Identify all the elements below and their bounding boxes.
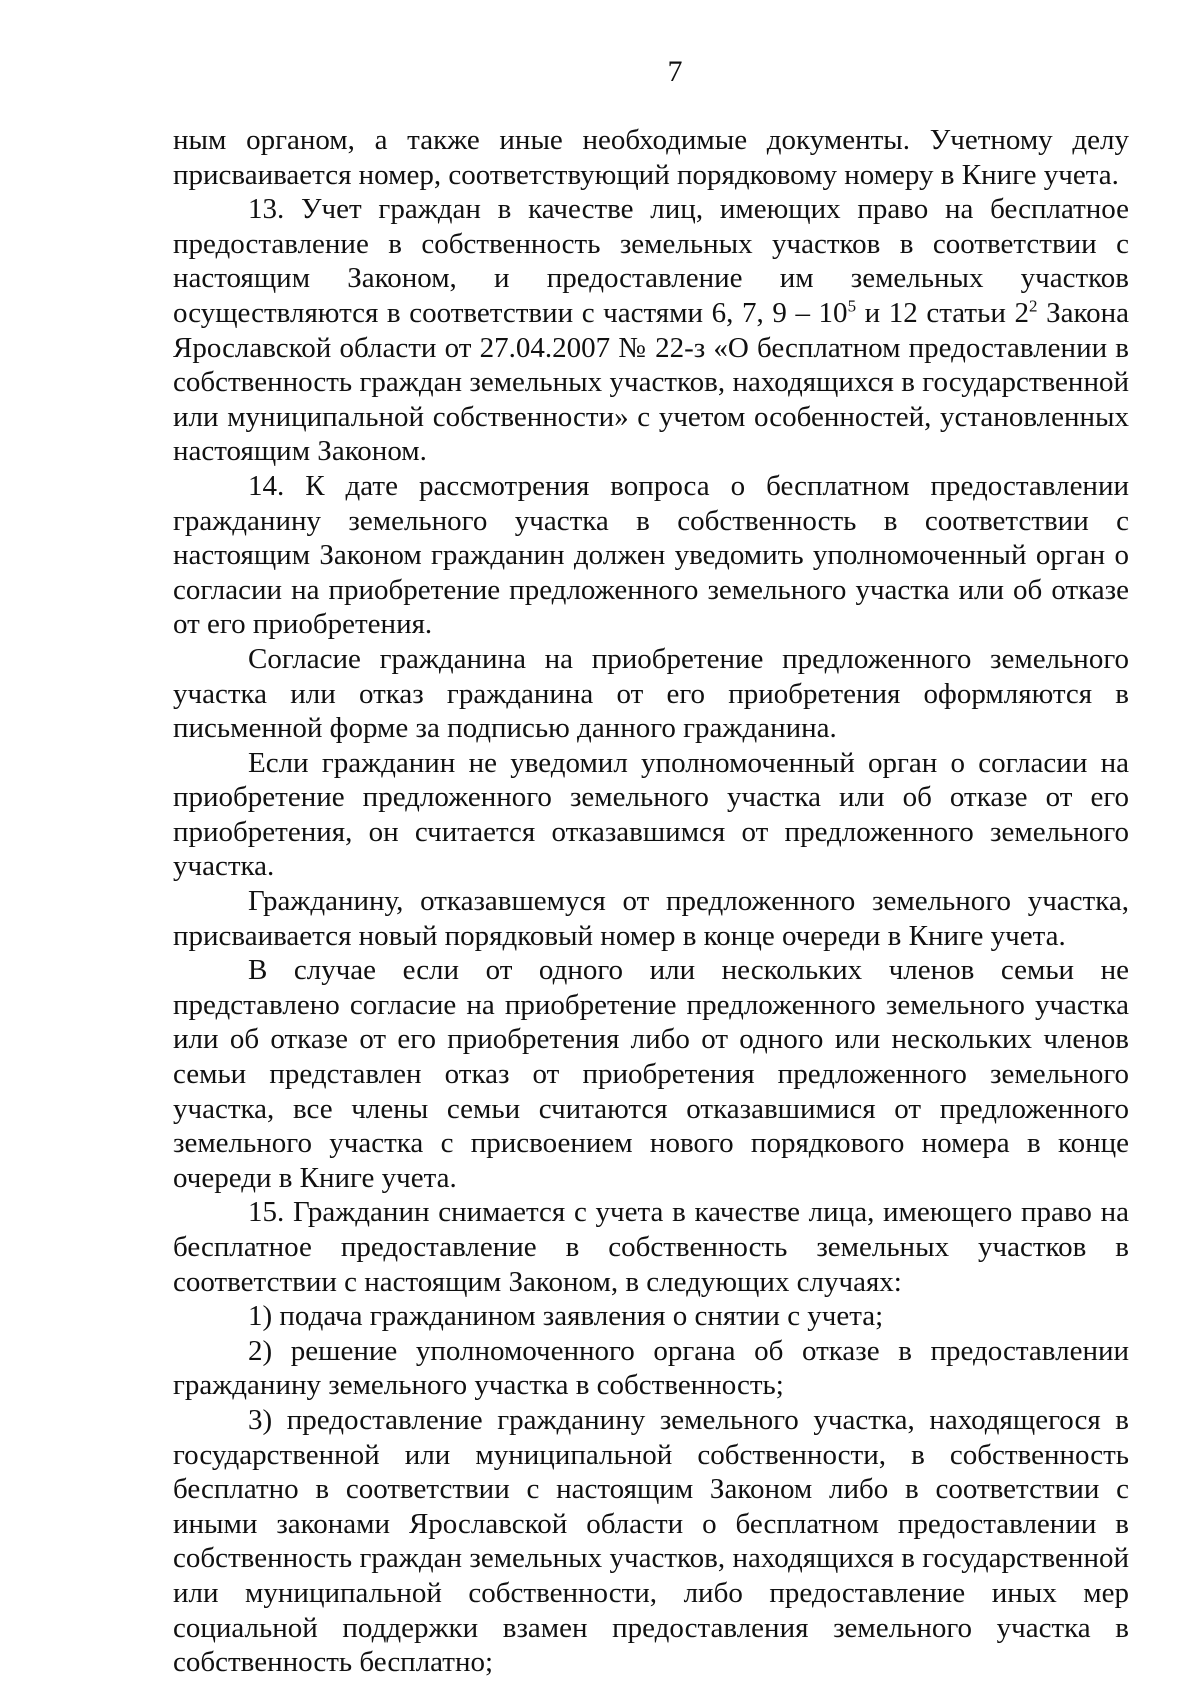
paragraph-text: и 12 статьи 2 — [856, 296, 1029, 329]
paragraph-text: Гражданину, отказавшемуся от предложенного земельного участка, присваивается новый порядковый номер в конце очереди в Книге учета. — [173, 885, 1129, 952]
paragraph-p15_1 — [173, 1299, 1129, 1334]
paragraph-text: 15. Гражданин снимается с учета в качестве лица, имеющего право на бесплатное предоставление в собственность земельных участков в соответствии с настоящим Законом, в следующих случаях: — [173, 1196, 1129, 1298]
paragraph-p15 — [173, 1195, 1129, 1299]
paragraph-text: Если гражданин не уведомил уполномоченный орган о согласии на приобретение предложенного земельного участка или об отказе от его приобретения, он считается отказавшимся от предложенного земельного участка. — [173, 746, 1129, 883]
paragraph-text: Закона Ярославской области от 27.04.2007 № 22-з «О бесплатном предоставлении в собственность граждан земельных участков, находящихся в государственной или муниципальной собственности» с учетом особенностей, установленных настоящим Законом. — [173, 296, 1129, 468]
paragraph-p14d — [173, 953, 1129, 1195]
paragraph-p0 — [173, 123, 1129, 192]
paragraph-text: 3) предоставление гражданину земельного участка, находящегося в государственной или муниципальной собственности, в собственность бесплатно в соответствии с настоящим Законом либо в соответствии с иными законами Ярославской области о бесплатном предоставлении в собственность граждан земельных участков, находящихся в государственной или муниципальной собственности, либо предоставление иных мер социальной поддержки взамен предоставления земельного участка в собственность бесплатно; — [173, 1403, 1129, 1679]
superscript: 5 — [847, 296, 857, 316]
paragraph-p14 — [173, 469, 1129, 642]
paragraph-text: 2) решение уполномоченного органа об отказе в предоставлении гражданину земельного участка в собственность; — [173, 1334, 1129, 1402]
document-body — [173, 123, 1129, 1680]
paragraph-p14b — [173, 746, 1129, 884]
paragraph-p13 — [173, 192, 1129, 469]
paragraph-text: ным органом, а также иные необходимые документы. Учетному делу присваивается номер, соответствующий порядковому номеру в Книге учета. — [173, 124, 1129, 191]
paragraph-text: В случае если от одного или нескольких членов семьи не представлено согласие на приобретение предложенного земельного участка или об отказе от его приобретения либо от одного или нескольких членов семьи представлен отказ от приобретения предложенного земельного участка, все члены семьи считаются отказавшимися от предложенного земельного участка с присвоением нового порядкового номера в конце очереди в Книге учета. — [173, 954, 1129, 1194]
paragraph-p14c — [173, 884, 1129, 953]
paragraph-text: 1) подача гражданином заявления о снятии с учета; — [248, 1300, 884, 1333]
page-number: 7 — [667, 55, 683, 88]
paragraph-text: 14. К дате рассмотрения вопроса о бесплатном предоставлении гражданину земельного участка в собственность в соответствии с настоящим Законом гражданин должен уведомить уполномоченный орган о согласии на приобретение предложенного земельного участка или об отказе от его приобретения. — [173, 469, 1129, 641]
paragraph-p14a — [173, 642, 1129, 746]
paragraph-p15_2 — [173, 1334, 1129, 1403]
paragraph-p15_3 — [173, 1403, 1129, 1680]
paragraph-text: Согласие гражданина на приобретение предложенного земельного участка или отказ гражданина от его приобретения оформляются в письменной форме за подписью данного гражданина. — [173, 642, 1129, 745]
paragraph-text: 13. Учет граждан в качестве лиц, имеющих право на бесплатное предоставление в собственность земельных участков в соответствии с настоящим Законом, и предоставление им земельных участков осуществляются в соответствии с частями 6, 7, 9 – 10 — [173, 193, 1129, 329]
superscript: 2 — [1028, 296, 1038, 316]
